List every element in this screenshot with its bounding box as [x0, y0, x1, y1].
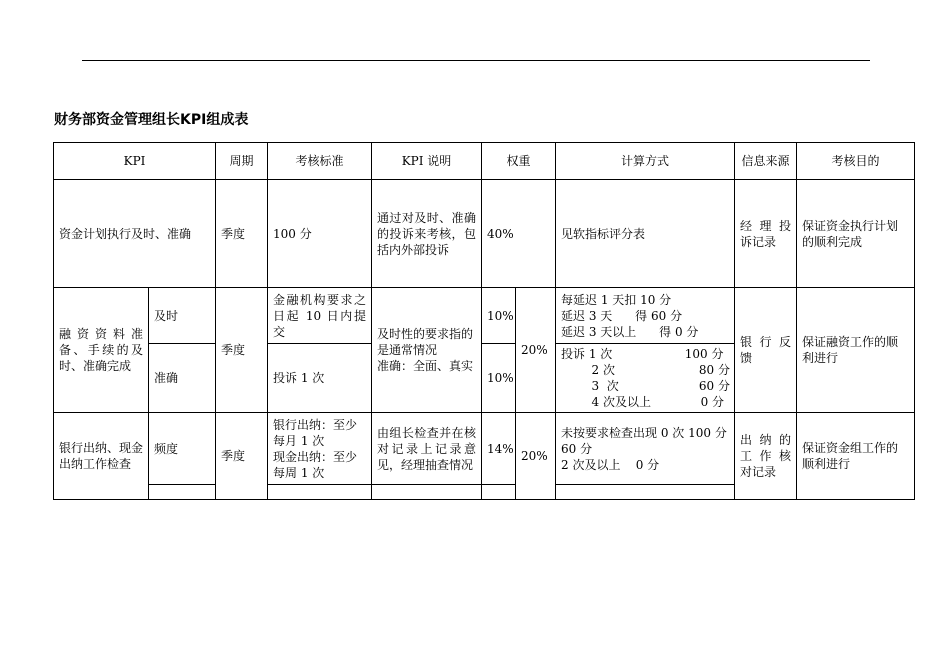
- row2-kpi: 融 资 资 料 准备、手续的及时、准确完成: [54, 288, 149, 413]
- row3-sub: 频度: [149, 413, 216, 485]
- row2-purpose: 保证融资工作的顺利进行: [797, 288, 915, 413]
- row1-calc: 见软指标评分表: [556, 180, 735, 288]
- row1-source: 经 理 投诉记录: [735, 180, 797, 288]
- row1-desc: 通过对及时、准确的投诉来考核，包括内外部投诉: [372, 180, 482, 288]
- row1-standard: 100 分: [268, 180, 372, 288]
- row1-purpose: 保证资金执行计划的顺利完成: [797, 180, 915, 288]
- header-standard: 考核标准: [268, 143, 372, 180]
- row2-weight-accurate: 10%: [482, 344, 516, 413]
- header-calc: 计算方式: [556, 143, 735, 180]
- page-title: 财务部资金管理组长KPI组成表: [54, 112, 249, 128]
- row3-standard: 银行出纳：至少每月 1 次 现金出纳：至少每周 1 次: [268, 413, 372, 485]
- header-source: 信息来源: [735, 143, 797, 180]
- header-period: 周期: [216, 143, 268, 180]
- row2-standard-timely: 金融机构要求之日起 10 日内提交: [268, 288, 372, 344]
- header-weight: 权重: [482, 143, 556, 180]
- header-kpi: KPI: [54, 143, 216, 180]
- empty-cell: [149, 485, 216, 500]
- row2-sub-accurate: 准确: [149, 344, 216, 413]
- empty-cell: [482, 485, 516, 500]
- row3-weight-total: 20%: [516, 413, 556, 500]
- row2-standard-accurate: 投诉 1 次: [268, 344, 372, 413]
- row3-source: 出 纳 的工 作 核对记录: [735, 413, 797, 500]
- row2-weight-total: 20%: [516, 288, 556, 413]
- row1-kpi: 资金计划执行及时、准确: [54, 180, 216, 288]
- header-desc: KPI 说明: [372, 143, 482, 180]
- table-row: [54, 288, 915, 344]
- row3-period: 季度: [216, 413, 268, 500]
- header-row: [54, 143, 915, 180]
- empty-cell: [268, 485, 372, 500]
- row2-desc: 及时性的要求指的是通常情况 准确：全面、真实: [372, 288, 482, 413]
- row3-kpi: 银行出纳、现金出纳工作检查: [54, 413, 149, 500]
- row2-sub-timely: 及时: [149, 288, 216, 344]
- row3-calc: 未按要求检查出现 0 次 100 分 60 分 2 次及以上 0 分: [556, 413, 735, 485]
- row2-weight-timely: 10%: [482, 288, 516, 344]
- row3-desc: 由组长检查并在核对记录上记录意见，经理抽查情况: [372, 413, 482, 485]
- row2-calc-accurate: 投诉 1 次 100 分 2 次 80 分 3 次 60 分 4 次及以上 0 分: [556, 344, 735, 413]
- empty-cell: [556, 485, 735, 500]
- table-row: [54, 180, 915, 288]
- row2-calc-timely: 每延迟 1 天扣 10 分 延迟 3 天 得 60 分 延迟 3 天以上 得 0 分: [556, 288, 735, 344]
- kpi-table: [53, 142, 915, 500]
- row1-weight: 40%: [482, 180, 556, 288]
- row2-source: 银 行 反馈: [735, 288, 797, 413]
- row3-purpose: 保证资金组工作的顺利进行: [797, 413, 915, 500]
- table-row: [54, 413, 915, 485]
- row2-period: 季度: [216, 288, 268, 413]
- header-purpose: 考核目的: [797, 143, 915, 180]
- top-rule: [82, 60, 870, 61]
- row3-weight: 14%: [482, 413, 516, 485]
- empty-cell: [372, 485, 482, 500]
- row1-period: 季度: [216, 180, 268, 288]
